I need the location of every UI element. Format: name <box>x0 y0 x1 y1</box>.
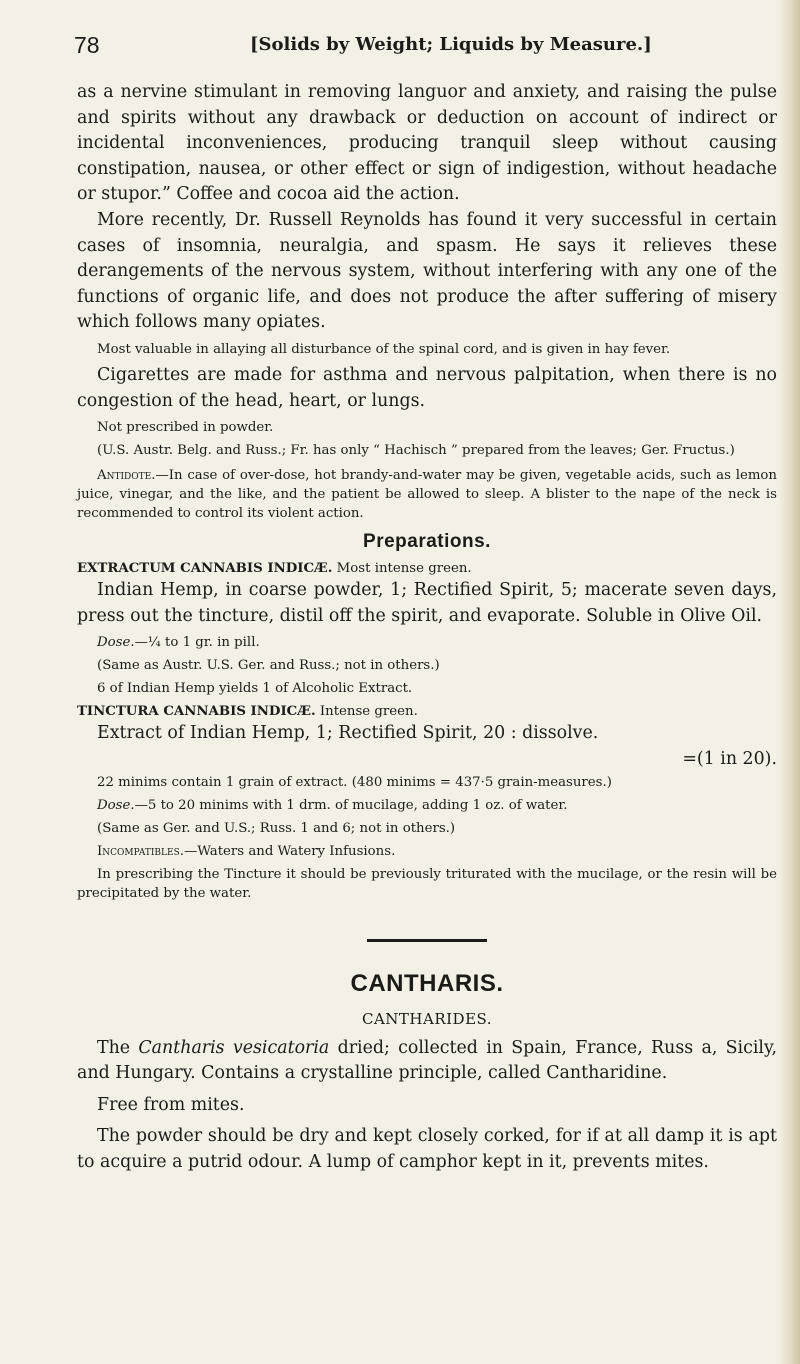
extractum-dose: Dose.—¼ to 1 gr. in pill. <box>97 635 260 651</box>
tinctura-same-as: (Same as Ger. and U.S.; Russ. 1 and 6; not in others.) <box>97 820 456 836</box>
preparations-heading: Preparations. <box>363 531 491 553</box>
tinctura-minims: 22 minims contain 1 grain of extract. (480 minims = 437·5 grain-measures.) <box>97 774 612 790</box>
paragraph-pharmacopoeia: (U.S. Austr. Belg. and Russ.; Fr. has only “ Hachisch ” prepared from the leaves; Ger. Fructus.) <box>97 443 735 459</box>
page-body <box>77 80 777 1175</box>
paragraph-antidote: Antidote.—In case of over-dose, hot brandy-and-water may be given, vegetable acids, such as lemon juice, vinegar, and the like, and the patient be allowed to sleep. A blister to the nape of the neck is recommended to control its violent action. <box>77 468 777 522</box>
tinctura-dose: Dose.—5 to 20 minims with 1 drm. of mucilage, adding 1 oz. of water. <box>97 797 568 813</box>
page-header <box>74 32 774 68</box>
paragraph-cigarettes: Cigarettes are made for asthma and nervous palpitation, when there is no congestion of the head, heart, or lungs. <box>77 364 777 411</box>
extractum-same-as: (Same as Austr. U.S. Ger. and Russ.; not in others.) <box>97 658 440 674</box>
extractum-title-line: EXTRACTUM CANNABIS INDICÆ. Most intense green. <box>77 561 472 577</box>
extractum-title: EXTRACTUM CANNABIS INDICÆ. <box>77 561 333 577</box>
cantharis-description: The Cantharis vesicatoria dried; collected in Spain, France, Russ a, Sicily, and Hungary. Contains a crystalline principle, called Cantharidine. <box>77 1037 777 1084</box>
extractum-recipe: Indian Hemp, in coarse powder, 1; Rectified Spirit, 5; macerate seven days, press out the tincture, distil off the spirit, and evaporate. Soluble in Olive Oil. <box>77 580 777 626</box>
paragraph-reynolds: More recently, Dr. Russell Reynolds has found it very successful in certain cases of insomnia, neuralgia, and spasm. He says it relieves these derangements of the nervous system, without interfering with any one of the functions of organic life, and does not produce the after suffering of misery which follows many opiates. <box>77 209 777 333</box>
tinctura-title: TINCTURA CANNABIS INDICÆ. <box>77 704 316 720</box>
cantharis-storage: The powder should be dry and kept closely corked, for if at all damp it is apt to acquire a putrid odour. A lump of camphor kept in it, prevents mites. <box>77 1126 777 1172</box>
section-divider <box>367 939 487 942</box>
running-head: [Solids by Weight; Liquids by Measure.] <box>250 34 652 55</box>
paragraph-spinal-cord: Most valuable in allaying all disturbance of the spinal cord, and is given in hay fever. <box>97 341 671 357</box>
antidote-label: Antidote. <box>97 468 156 484</box>
paragraph-not-prescribed: Not prescribed in powder. <box>97 420 274 436</box>
page-number: 78 <box>74 32 100 58</box>
tinctura-prescribing: In prescribing the Tincture it should be previously triturated with the mucilage, or the resin will be precipitated by the water. <box>77 866 777 901</box>
cantharis-heading: CANTHARIS. <box>350 969 504 997</box>
tinctura-ratio: =(1 in 20). <box>682 748 777 769</box>
tinctura-recipe: Extract of Indian Hemp, 1; Rectified Spirit, 20 : dissolve. <box>97 723 599 744</box>
cantharides-subheading: CANTHARIDES. <box>361 1009 493 1028</box>
tinctura-title-line: TINCTURA CANNABIS INDICÆ. Intense green. <box>77 704 418 720</box>
cantharis-mites: Free from mites. <box>97 1094 245 1115</box>
tinctura-incompatibles: Incompatibles.—Waters and Watery Infusions. <box>97 843 396 859</box>
paragraph-nervine: as a nervine stimulant in removing languor and anxiety, and raising the pulse and spirits without any drawback or deduction on account of indirect or incidental inconveniences, producing tranquil sleep without causing constipation, nausea, or other effect or sign of indigestion, without headache or stupor.” Coffee and cocoa aid the action. <box>77 82 777 205</box>
page-edge-shadow <box>778 0 800 1364</box>
extractum-yield: 6 of Indian Hemp yields 1 of Alcoholic Extract. <box>97 681 413 697</box>
